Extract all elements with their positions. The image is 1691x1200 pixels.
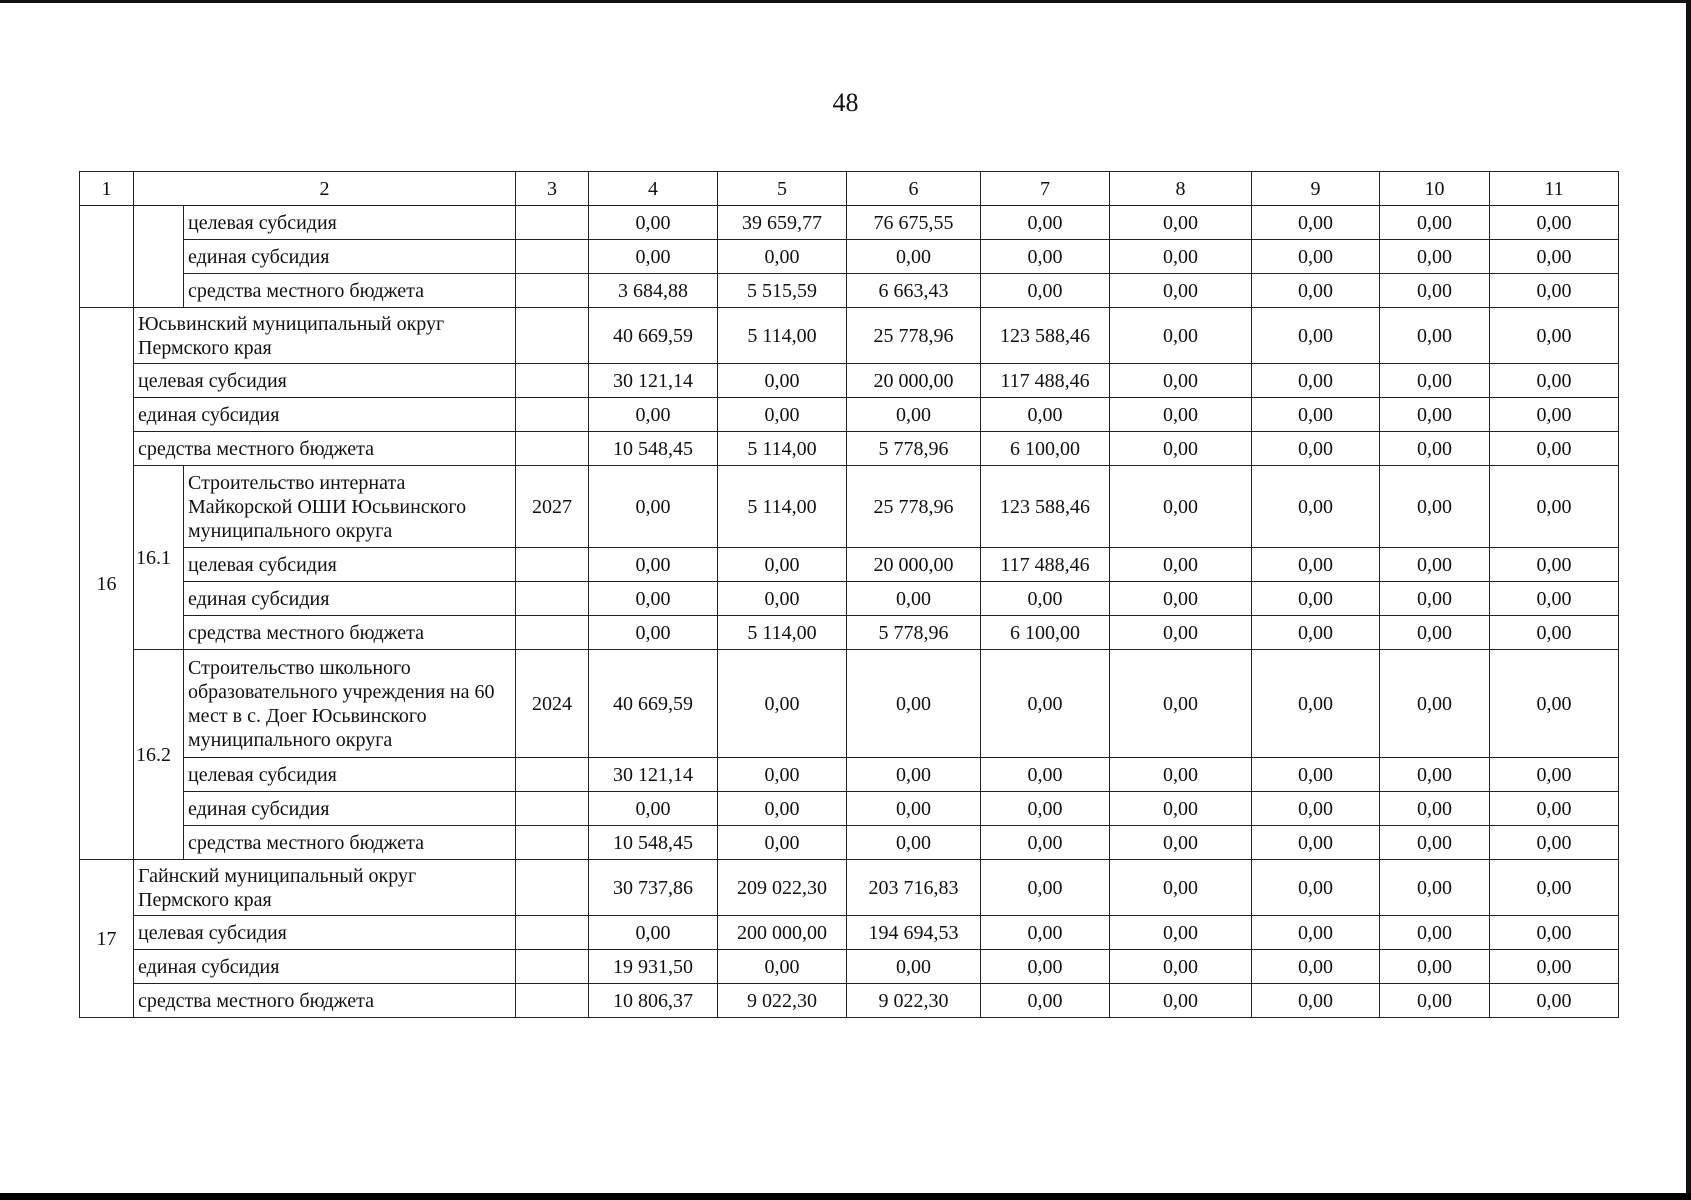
value-cell: 0,00	[1490, 308, 1619, 364]
value-cell: 0,00	[1380, 206, 1490, 240]
value-cell: 0,00	[1110, 466, 1252, 548]
row-label: единая субсидия	[184, 792, 516, 826]
row-label: единая субсидия	[184, 582, 516, 616]
year-cell: 2024	[516, 650, 589, 758]
value-cell: 5 114,00	[718, 616, 847, 650]
value-cell: 10 548,45	[589, 826, 718, 860]
value-cell: 0,00	[1490, 826, 1619, 860]
table-row	[80, 616, 1619, 650]
value-cell: 0,00	[718, 950, 847, 984]
value-cell: 0,00	[1490, 274, 1619, 308]
value-cell: 0,00	[981, 582, 1110, 616]
value-cell: 0,00	[1110, 548, 1252, 582]
row-label: средства местного бюджета	[184, 826, 516, 860]
right-edge-rule	[1686, 0, 1691, 1200]
value-cell: 0,00	[1490, 860, 1619, 916]
value-cell: 203 716,83	[847, 860, 981, 916]
value-cell: 0,00	[1490, 984, 1619, 1018]
value-cell: 0,00	[718, 240, 847, 274]
table-row	[80, 364, 1619, 398]
value-cell: 0,00	[1110, 206, 1252, 240]
value-cell: 5 114,00	[718, 432, 847, 466]
value-cell: 0,00	[847, 398, 981, 432]
row-label: средства местного бюджета	[184, 616, 516, 650]
value-cell: 5 114,00	[718, 308, 847, 364]
value-cell: 0,00	[1110, 240, 1252, 274]
value-cell: 0,00	[718, 582, 847, 616]
value-cell: 0,00	[1380, 548, 1490, 582]
value-cell: 0,00	[1380, 916, 1490, 950]
value-cell: 9 022,30	[718, 984, 847, 1018]
row-label: средства местного бюджета	[184, 274, 516, 308]
value-cell: 0,00	[847, 240, 981, 274]
value-cell: 0,00	[718, 364, 847, 398]
value-cell: 0,00	[718, 650, 847, 758]
value-cell: 0,00	[589, 582, 718, 616]
value-cell: 209 022,30	[718, 860, 847, 916]
header-row	[80, 172, 1619, 206]
group-number-cell: 16	[80, 308, 134, 860]
value-cell: 0,00	[1110, 650, 1252, 758]
header-cell: 7	[981, 172, 1110, 206]
value-cell: 0,00	[1490, 364, 1619, 398]
value-cell: 0,00	[718, 826, 847, 860]
value-cell: 0,00	[1110, 984, 1252, 1018]
value-cell: 117 488,46	[981, 548, 1110, 582]
value-cell: 0,00	[1252, 916, 1380, 950]
value-cell: 0,00	[981, 826, 1110, 860]
value-cell: 0,00	[1490, 916, 1619, 950]
value-cell: 0,00	[847, 758, 981, 792]
value-cell: 0,00	[589, 240, 718, 274]
value-cell: 10 548,45	[589, 432, 718, 466]
table-row	[80, 432, 1619, 466]
header-cell: 9	[1252, 172, 1380, 206]
value-cell: 0,00	[1490, 398, 1619, 432]
value-cell: 0,00	[1110, 916, 1252, 950]
value-cell: 0,00	[1110, 398, 1252, 432]
value-cell: 0,00	[1110, 758, 1252, 792]
value-cell: 76 675,55	[847, 206, 981, 240]
row-label: средства местного бюджета	[134, 432, 516, 466]
value-cell: 0,00	[1490, 792, 1619, 826]
value-cell: 3 684,88	[589, 274, 718, 308]
table-row	[80, 206, 1619, 240]
value-cell: 0,00	[981, 916, 1110, 950]
value-cell: 0,00	[981, 650, 1110, 758]
value-cell: 0,00	[1490, 466, 1619, 548]
value-cell: 0,00	[589, 466, 718, 548]
row-label: целевая субсидия	[184, 548, 516, 582]
value-cell: 0,00	[1252, 826, 1380, 860]
value-cell: 0,00	[1252, 240, 1380, 274]
row-label: единая субсидия	[184, 240, 516, 274]
value-cell: 0,00	[981, 984, 1110, 1018]
year-cell	[516, 950, 589, 984]
value-cell: 0,00	[981, 860, 1110, 916]
year-cell	[516, 792, 589, 826]
year-cell	[516, 308, 589, 364]
value-cell: 0,00	[1110, 432, 1252, 466]
value-cell: 0,00	[589, 548, 718, 582]
value-cell: 0,00	[981, 398, 1110, 432]
value-cell: 0,00	[981, 240, 1110, 274]
year-cell	[516, 984, 589, 1018]
value-cell: 0,00	[847, 826, 981, 860]
year-cell	[516, 616, 589, 650]
table-row	[80, 792, 1619, 826]
header-cell: 8	[1110, 172, 1252, 206]
table-row	[80, 274, 1619, 308]
value-cell: 0,00	[1490, 582, 1619, 616]
value-cell: 0,00	[1490, 206, 1619, 240]
value-cell: 0,00	[1380, 984, 1490, 1018]
table-row	[80, 466, 1619, 548]
row-label: целевая субсидия	[134, 916, 516, 950]
year-cell	[516, 758, 589, 792]
value-cell: 25 778,96	[847, 308, 981, 364]
value-cell: 30 121,14	[589, 758, 718, 792]
value-cell: 0,00	[1380, 240, 1490, 274]
value-cell: 20 000,00	[847, 364, 981, 398]
year-cell	[516, 206, 589, 240]
value-cell: 0,00	[1110, 364, 1252, 398]
value-cell: 0,00	[1110, 274, 1252, 308]
year-cell	[516, 582, 589, 616]
value-cell: 0,00	[847, 792, 981, 826]
row-label: Строительство интерната Майкорской ОШИ Юсьвинского муниципального округа	[184, 466, 516, 548]
value-cell: 0,00	[1252, 650, 1380, 758]
table-row	[80, 860, 1619, 916]
row-label: целевая субсидия	[134, 364, 516, 398]
value-cell: 40 669,59	[589, 650, 718, 758]
value-cell: 0,00	[1380, 308, 1490, 364]
year-cell	[516, 826, 589, 860]
value-cell: 0,00	[1252, 758, 1380, 792]
table-row	[80, 398, 1619, 432]
value-cell: 0,00	[847, 650, 981, 758]
header-cell: 10	[1380, 172, 1490, 206]
value-cell: 5 778,96	[847, 432, 981, 466]
value-cell: 0,00	[1110, 308, 1252, 364]
header-cell: 2	[134, 172, 516, 206]
value-cell: 0,00	[1110, 950, 1252, 984]
value-cell: 6 100,00	[981, 432, 1110, 466]
top-edge-rule	[0, 0, 1691, 3]
row-label: Строительство школьного образовательного учреждения на 60 мест в с. Доег Юсьвинского муниципального округа	[184, 650, 516, 758]
value-cell: 0,00	[1252, 466, 1380, 548]
value-cell: 0,00	[1490, 758, 1619, 792]
value-cell: 0,00	[1380, 398, 1490, 432]
table-row	[80, 950, 1619, 984]
value-cell: 0,00	[1252, 398, 1380, 432]
year-cell: 2027	[516, 466, 589, 548]
row-label: Гайнский муниципальный округ Пермского края	[134, 860, 516, 916]
value-cell: 19 931,50	[589, 950, 718, 984]
table-row	[80, 308, 1619, 364]
value-cell: 0,00	[1252, 616, 1380, 650]
table-row	[80, 548, 1619, 582]
value-cell: 0,00	[1380, 650, 1490, 758]
value-cell: 0,00	[1110, 792, 1252, 826]
row-label: единая субсидия	[134, 950, 516, 984]
value-cell: 0,00	[1252, 984, 1380, 1018]
value-cell: 0,00	[1110, 616, 1252, 650]
value-cell: 0,00	[1252, 548, 1380, 582]
value-cell: 0,00	[1110, 582, 1252, 616]
subgroup-number-cell	[134, 206, 184, 308]
value-cell: 0,00	[1252, 308, 1380, 364]
table-row	[80, 240, 1619, 274]
value-cell: 0,00	[589, 398, 718, 432]
value-cell: 0,00	[1110, 826, 1252, 860]
value-cell: 0,00	[1252, 274, 1380, 308]
value-cell: 5 515,59	[718, 274, 847, 308]
group-number-cell: 17	[80, 860, 134, 1018]
value-cell: 5 114,00	[718, 466, 847, 548]
row-label: целевая субсидия	[184, 758, 516, 792]
year-cell	[516, 432, 589, 466]
value-cell: 6 100,00	[981, 616, 1110, 650]
header-cell: 3	[516, 172, 589, 206]
value-cell: 0,00	[847, 950, 981, 984]
value-cell: 0,00	[981, 274, 1110, 308]
value-cell: 0,00	[1252, 950, 1380, 984]
value-cell: 0,00	[1252, 582, 1380, 616]
value-cell: 0,00	[1490, 950, 1619, 984]
year-cell	[516, 240, 589, 274]
value-cell: 200 000,00	[718, 916, 847, 950]
value-cell: 123 588,46	[981, 308, 1110, 364]
value-cell: 0,00	[1380, 432, 1490, 466]
value-cell: 0,00	[718, 398, 847, 432]
year-cell	[516, 860, 589, 916]
value-cell: 0,00	[981, 950, 1110, 984]
value-cell: 0,00	[1110, 860, 1252, 916]
value-cell: 0,00	[1380, 466, 1490, 548]
value-cell: 25 778,96	[847, 466, 981, 548]
value-cell: 123 588,46	[981, 466, 1110, 548]
row-label: единая субсидия	[134, 398, 516, 432]
table-row	[80, 650, 1619, 758]
budget-table	[79, 171, 1619, 1018]
value-cell: 0,00	[589, 616, 718, 650]
value-cell: 0,00	[981, 206, 1110, 240]
value-cell: 0,00	[1380, 274, 1490, 308]
value-cell: 0,00	[589, 792, 718, 826]
year-cell	[516, 364, 589, 398]
table-row	[80, 758, 1619, 792]
value-cell: 0,00	[718, 758, 847, 792]
header-cell: 11	[1490, 172, 1619, 206]
value-cell: 0,00	[1380, 364, 1490, 398]
value-cell: 0,00	[1380, 758, 1490, 792]
value-cell: 40 669,59	[589, 308, 718, 364]
table-row	[80, 916, 1619, 950]
value-cell: 0,00	[1380, 826, 1490, 860]
subgroup-number-cell: 16.1	[134, 466, 184, 650]
value-cell: 0,00	[1380, 616, 1490, 650]
table-row	[80, 984, 1619, 1018]
value-cell: 0,00	[981, 792, 1110, 826]
header-cell: 1	[80, 172, 134, 206]
value-cell: 30 737,86	[589, 860, 718, 916]
value-cell: 0,00	[1490, 616, 1619, 650]
row-label: средства местного бюджета	[134, 984, 516, 1018]
value-cell: 0,00	[1252, 860, 1380, 916]
value-cell: 39 659,77	[718, 206, 847, 240]
value-cell: 0,00	[1380, 582, 1490, 616]
value-cell: 9 022,30	[847, 984, 981, 1018]
value-cell: 0,00	[847, 582, 981, 616]
value-cell: 0,00	[1380, 792, 1490, 826]
bottom-edge-rule	[0, 1193, 1691, 1200]
value-cell: 117 488,46	[981, 364, 1110, 398]
value-cell: 0,00	[1490, 650, 1619, 758]
value-cell: 0,00	[718, 792, 847, 826]
value-cell: 0,00	[1252, 792, 1380, 826]
year-cell	[516, 274, 589, 308]
value-cell: 0,00	[1380, 860, 1490, 916]
subgroup-number-cell: 16.2	[134, 650, 184, 860]
header-cell: 6	[847, 172, 981, 206]
table-row	[80, 582, 1619, 616]
value-cell: 10 806,37	[589, 984, 718, 1018]
year-cell	[516, 398, 589, 432]
value-cell: 30 121,14	[589, 364, 718, 398]
value-cell: 0,00	[1252, 432, 1380, 466]
group-number-cell	[80, 206, 134, 308]
row-label: целевая субсидия	[184, 206, 516, 240]
value-cell: 5 778,96	[847, 616, 981, 650]
value-cell: 0,00	[1252, 364, 1380, 398]
page-number: 48	[832, 88, 859, 117]
row-label: Юсьвинский муниципальный округ Пермского края	[134, 308, 516, 364]
value-cell: 0,00	[1252, 206, 1380, 240]
value-cell: 0,00	[1380, 950, 1490, 984]
value-cell: 0,00	[981, 758, 1110, 792]
header-cell: 5	[718, 172, 847, 206]
value-cell: 20 000,00	[847, 548, 981, 582]
table-row	[80, 826, 1619, 860]
value-cell: 194 694,53	[847, 916, 981, 950]
value-cell: 0,00	[718, 548, 847, 582]
year-cell	[516, 548, 589, 582]
header-cell: 4	[589, 172, 718, 206]
value-cell: 0,00	[1490, 432, 1619, 466]
value-cell: 0,00	[589, 206, 718, 240]
value-cell: 0,00	[1490, 240, 1619, 274]
value-cell: 0,00	[1490, 548, 1619, 582]
year-cell	[516, 916, 589, 950]
value-cell: 0,00	[589, 916, 718, 950]
value-cell: 6 663,43	[847, 274, 981, 308]
